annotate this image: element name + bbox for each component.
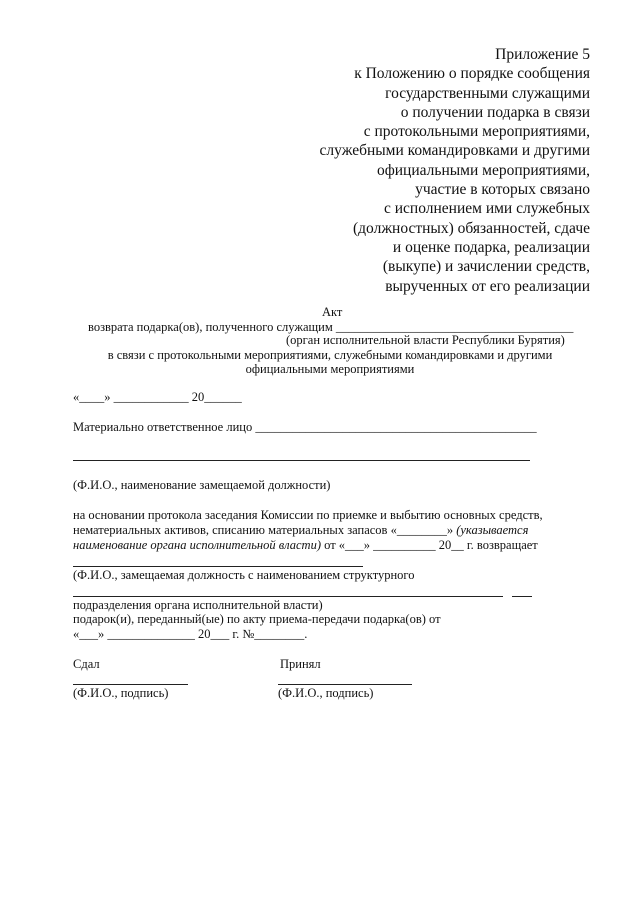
appendix-line: с протокольными мероприятиями, xyxy=(363,123,590,141)
act-title: Акт xyxy=(322,305,343,319)
appendix-line: (должностных) обязанностей, сдаче xyxy=(352,219,590,237)
act-line-3: официальными мероприятиями xyxy=(245,362,415,376)
blank-line xyxy=(73,596,503,597)
organ-hint: (орган исполнительной власти Республики Бурятия) xyxy=(286,333,565,347)
gift-line: подарок(и), переданный(ые) по акту приема-передачи подарка(ов) от xyxy=(73,612,441,626)
signature-hint-left: (Ф.И.О., подпись) xyxy=(73,686,169,700)
appendix-line: официальными мероприятиями, xyxy=(376,161,590,179)
appendix-line: с исполнением ими служебных xyxy=(384,200,590,218)
act-line-2: в связи с протокольными мероприятиями, служебными командировками и другими xyxy=(107,348,553,362)
basis-line-2 xyxy=(73,523,528,538)
fio-structural-hint: (Ф.И.О., замещаемая должность с наименованием структурного xyxy=(73,568,415,582)
basis-line-2-text: нематериальных активов, списанию материальных запасов «________» xyxy=(73,523,457,537)
fio-position-hint: (Ф.И.О., наименование замещаемой должности) xyxy=(73,478,331,492)
basis-line-3-text: от «___» __________ 20__ г. возвращает xyxy=(320,538,538,552)
subdivision-hint: подразделения органа исполнительной власти) xyxy=(73,598,323,612)
accepted-label: Принял xyxy=(280,657,321,671)
act-subject-line: возврата подарка(ов), полученного служащим ______________________________________ xyxy=(88,320,574,334)
appendix-line: и оценке подарка, реализации xyxy=(392,238,590,256)
signature-hint-right: (Ф.И.О., подпись) xyxy=(278,686,374,700)
handed-label: Сдал xyxy=(73,657,100,671)
signature-line-left xyxy=(73,684,188,685)
basis-line-1: на основании протокола заседания Комиссии по приемке и выбытию основных средств, xyxy=(73,508,543,522)
responsible-person-line: Материально ответственное лицо _____________________________________________ xyxy=(73,420,537,434)
blank-line xyxy=(512,596,532,597)
date-number-line: «___» ______________ 20___ г. №________. xyxy=(73,627,308,641)
appendix-line: к Положению о порядке сообщения xyxy=(354,65,590,83)
appendix-line: вырученных от его реализации xyxy=(385,277,590,295)
signature-line-right xyxy=(278,684,412,685)
basis-line-3-italic: наименование органа исполнительной власти) xyxy=(73,538,321,552)
appendix-line: о получении подарка в связи xyxy=(400,103,590,121)
appendix-header xyxy=(320,45,590,296)
appendix-line: государственными служащими xyxy=(385,84,590,102)
basis-line-2-italic: (указывается xyxy=(456,523,529,537)
appendix-line: (выкупе) и зачислении средств, xyxy=(382,258,590,276)
basis-line-3 xyxy=(73,538,538,553)
appendix-line: Приложение 5 xyxy=(495,46,590,63)
blank-line xyxy=(73,566,363,567)
appendix-line: участие в которых связано xyxy=(415,181,590,199)
appendix-line: служебными командировками и другими xyxy=(319,142,590,160)
date-line: «____» ____________ 20______ xyxy=(73,390,242,404)
blank-line xyxy=(73,460,530,461)
